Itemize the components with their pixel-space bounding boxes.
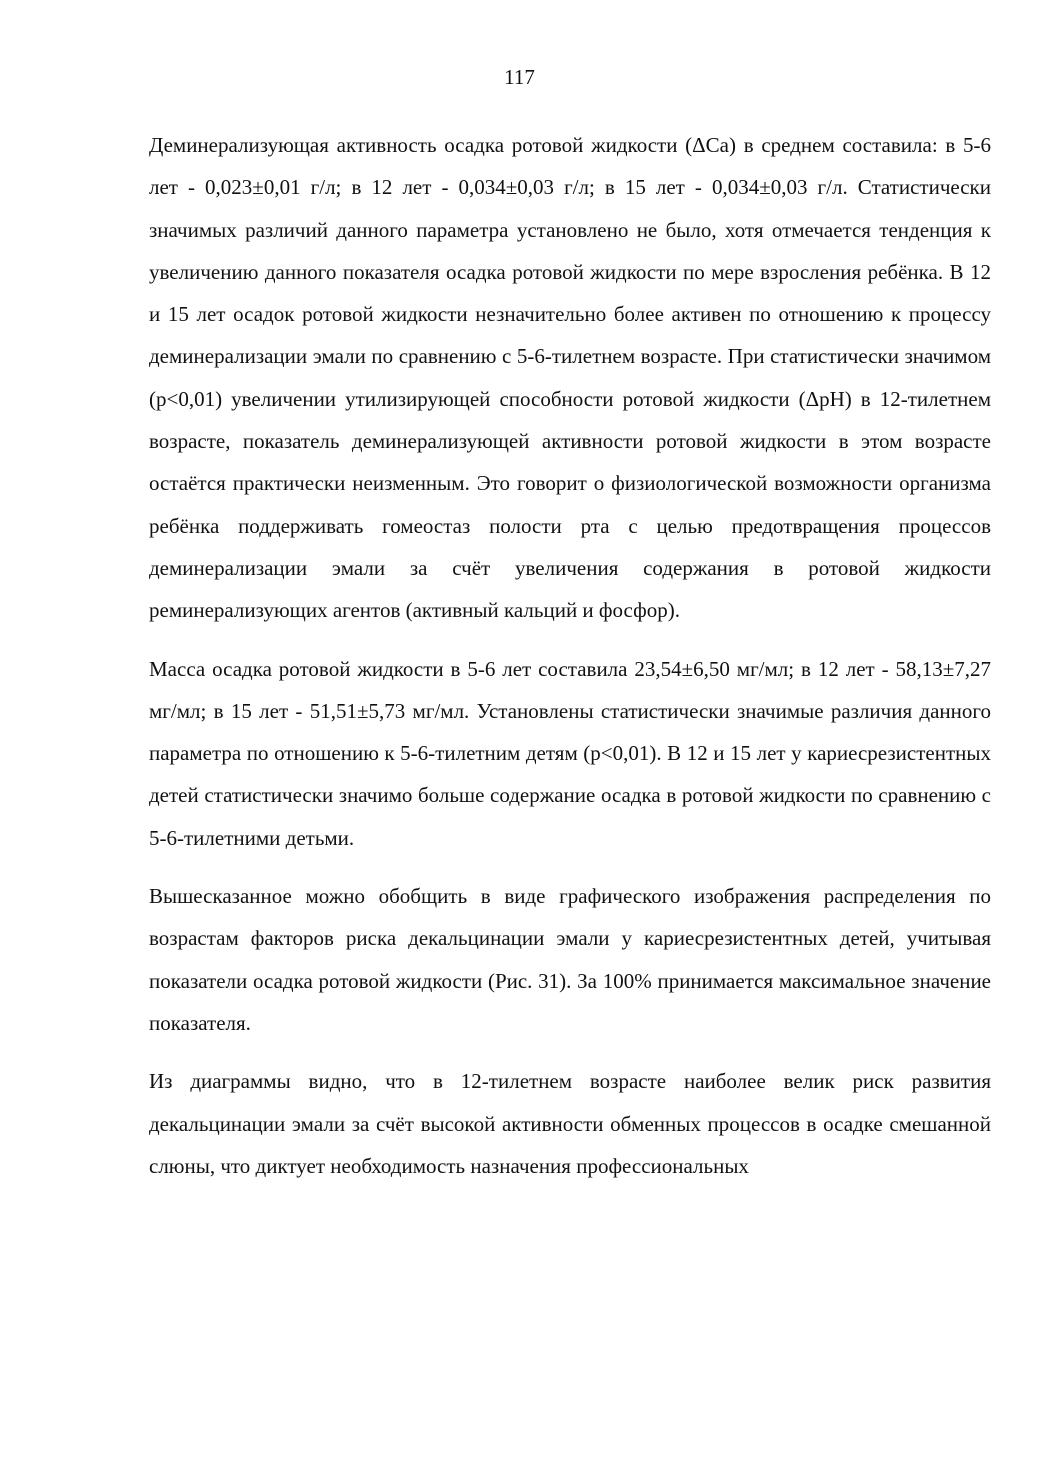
paragraph-diagram-conclusion: Из диаграммы видно, что в 12-тилетнем возрасте наиболее велик риск развития декальцинации эмали за счёт высокой активности обменных процессов в осадке смешанной слюны, что диктует необходимость назначения профессиональных (149, 1069, 991, 1178)
page-body (149, 124, 991, 1187)
page-number: 117 (504, 65, 535, 89)
paragraph-sediment-mass: Масса осадка ротовой жидкости в 5-6 лет составила 23,54±6,50 мг/мл; в 12 лет - 58,13±7,27 мг/мл; в 15 лет - 51,51±5,73 мг/мл. Установлены статистически значимые различия данного параметра по отношению к 5-6-тилетним детям (p<0,01). В 12 и 15 лет у кариесрезистентных детей статистически значимо больше содержание осадка в ротовой жидкости по сравнению с 5-6-тилетними детьми. (149, 656, 991, 850)
paragraph-summary-figure-reference: Вышесказанное можно обобщить в виде графического изображения распределения по возрастам факторов риска декальцинации эмали у кариесрезистентных детей, учитывая показатели осадка ротовой жидкости (Рис. 31). За 100% принимается максимальное значение показателя. (149, 884, 991, 1035)
paragraph-demineralizing-activity: Деминерализующая активность осадка ротовой жидкости (ΔCa) в среднем составила: в 5-6 лет - 0,023±0,01 г/л; в 12 лет - 0,034±0,03 г/л; в 15 лет - 0,034±0,03 г/л. Статистически значимых различий данного параметра установлено не было, хотя отмечается тенденция к увеличению данного показателя осадка ротовой жидкости по мере взросления ребёнка. В 12 и 15 лет осадок ротовой жидкости незначительно более активен по отношению к процессу деминерализации эмали по сравнению с 5-6-тилетнем возрасте. При статистически значимом (p<0,01) увеличении утилизирующей способности ротовой жидкости (ΔpH) в 12-тилетнем возрасте, показатель деминерализующей активности ротовой жидкости в этом возрасте остаётся практически неизменным. Это говорит о физиологической возможности организма ребёнка поддерживать гомеостаз полости рта с целью предотвращения процессов деминерализации эмали за счёт увеличения содержания в ротовой жидкости реминерализующих агентов (активный кальций и фосфор). (149, 133, 991, 623)
